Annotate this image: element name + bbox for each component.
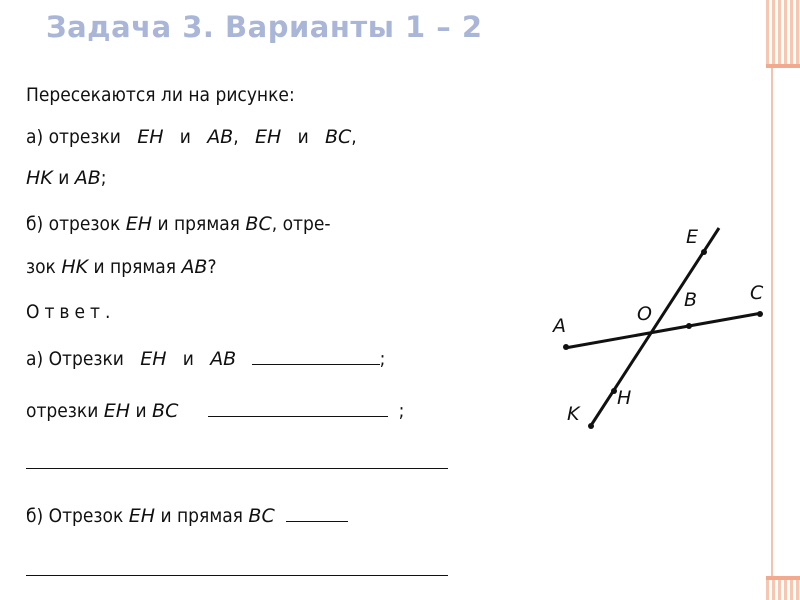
line-label: AB: [181, 256, 208, 278]
segment-label: AB: [210, 348, 237, 370]
text-fragment: , отре-: [271, 213, 331, 235]
part-a-prefix: а) отрезки: [26, 126, 121, 148]
segment-label: AB: [74, 167, 101, 189]
line-label: BC: [245, 213, 272, 235]
label-c: C: [750, 282, 764, 304]
conjunction: и: [297, 126, 309, 148]
answer-a2-prefix: отрезки: [26, 400, 99, 422]
segment-ek: [590, 228, 719, 427]
segment-label: AB: [207, 126, 234, 148]
slide-title: Задача 3. Варианты 1 – 2: [46, 10, 483, 44]
punctuation: ?: [207, 256, 217, 278]
punctuation: ,: [351, 126, 357, 148]
answer-a-prefix: а) Отрезки: [26, 348, 124, 370]
text-fragment: зок: [26, 256, 56, 278]
conjunction: и: [182, 348, 194, 370]
point-e: [701, 249, 707, 255]
label-b: B: [684, 289, 698, 311]
segment-label: EH: [137, 126, 164, 148]
point-a: [563, 344, 569, 350]
segment-label: BC: [152, 400, 179, 422]
conjunction: и: [179, 126, 191, 148]
label-e: E: [686, 226, 699, 248]
part-b-prefix: б) отрезок: [26, 213, 121, 235]
segment-label: EH: [125, 213, 153, 235]
punctuation: ,: [233, 126, 239, 148]
label-h: H: [617, 387, 632, 409]
answer-label: Ответ.: [26, 301, 116, 323]
segment-label: HK: [61, 256, 89, 278]
line-ac: [565, 313, 762, 348]
segment-label: EH: [140, 348, 167, 370]
conjunction: и: [58, 167, 70, 189]
segment-label: BC: [324, 126, 352, 148]
answer-b-prefix: б) Отрезок: [26, 505, 124, 527]
point-b: [686, 323, 692, 329]
line-label: BC: [248, 505, 275, 527]
segment-label: EH: [254, 126, 282, 148]
punctuation: ;: [379, 348, 386, 370]
point-k: [588, 423, 594, 429]
segment-label: EH: [103, 400, 131, 422]
conjunction: и прямая: [157, 213, 240, 235]
label-o: O: [637, 303, 652, 325]
label-a: A: [553, 315, 566, 337]
conjunction: и прямая: [160, 505, 243, 527]
point-c: [757, 311, 763, 317]
segment-label: HK: [26, 167, 53, 189]
conjunction: и: [135, 400, 147, 422]
conjunction: и прямая: [93, 256, 176, 278]
punctuation: ;: [100, 167, 107, 189]
punctuation: ;: [398, 400, 405, 422]
label-k: K: [567, 403, 580, 425]
segment-label: EH: [128, 505, 156, 527]
problem-intro: Пересекаются ли на рисунке:: [26, 84, 295, 106]
